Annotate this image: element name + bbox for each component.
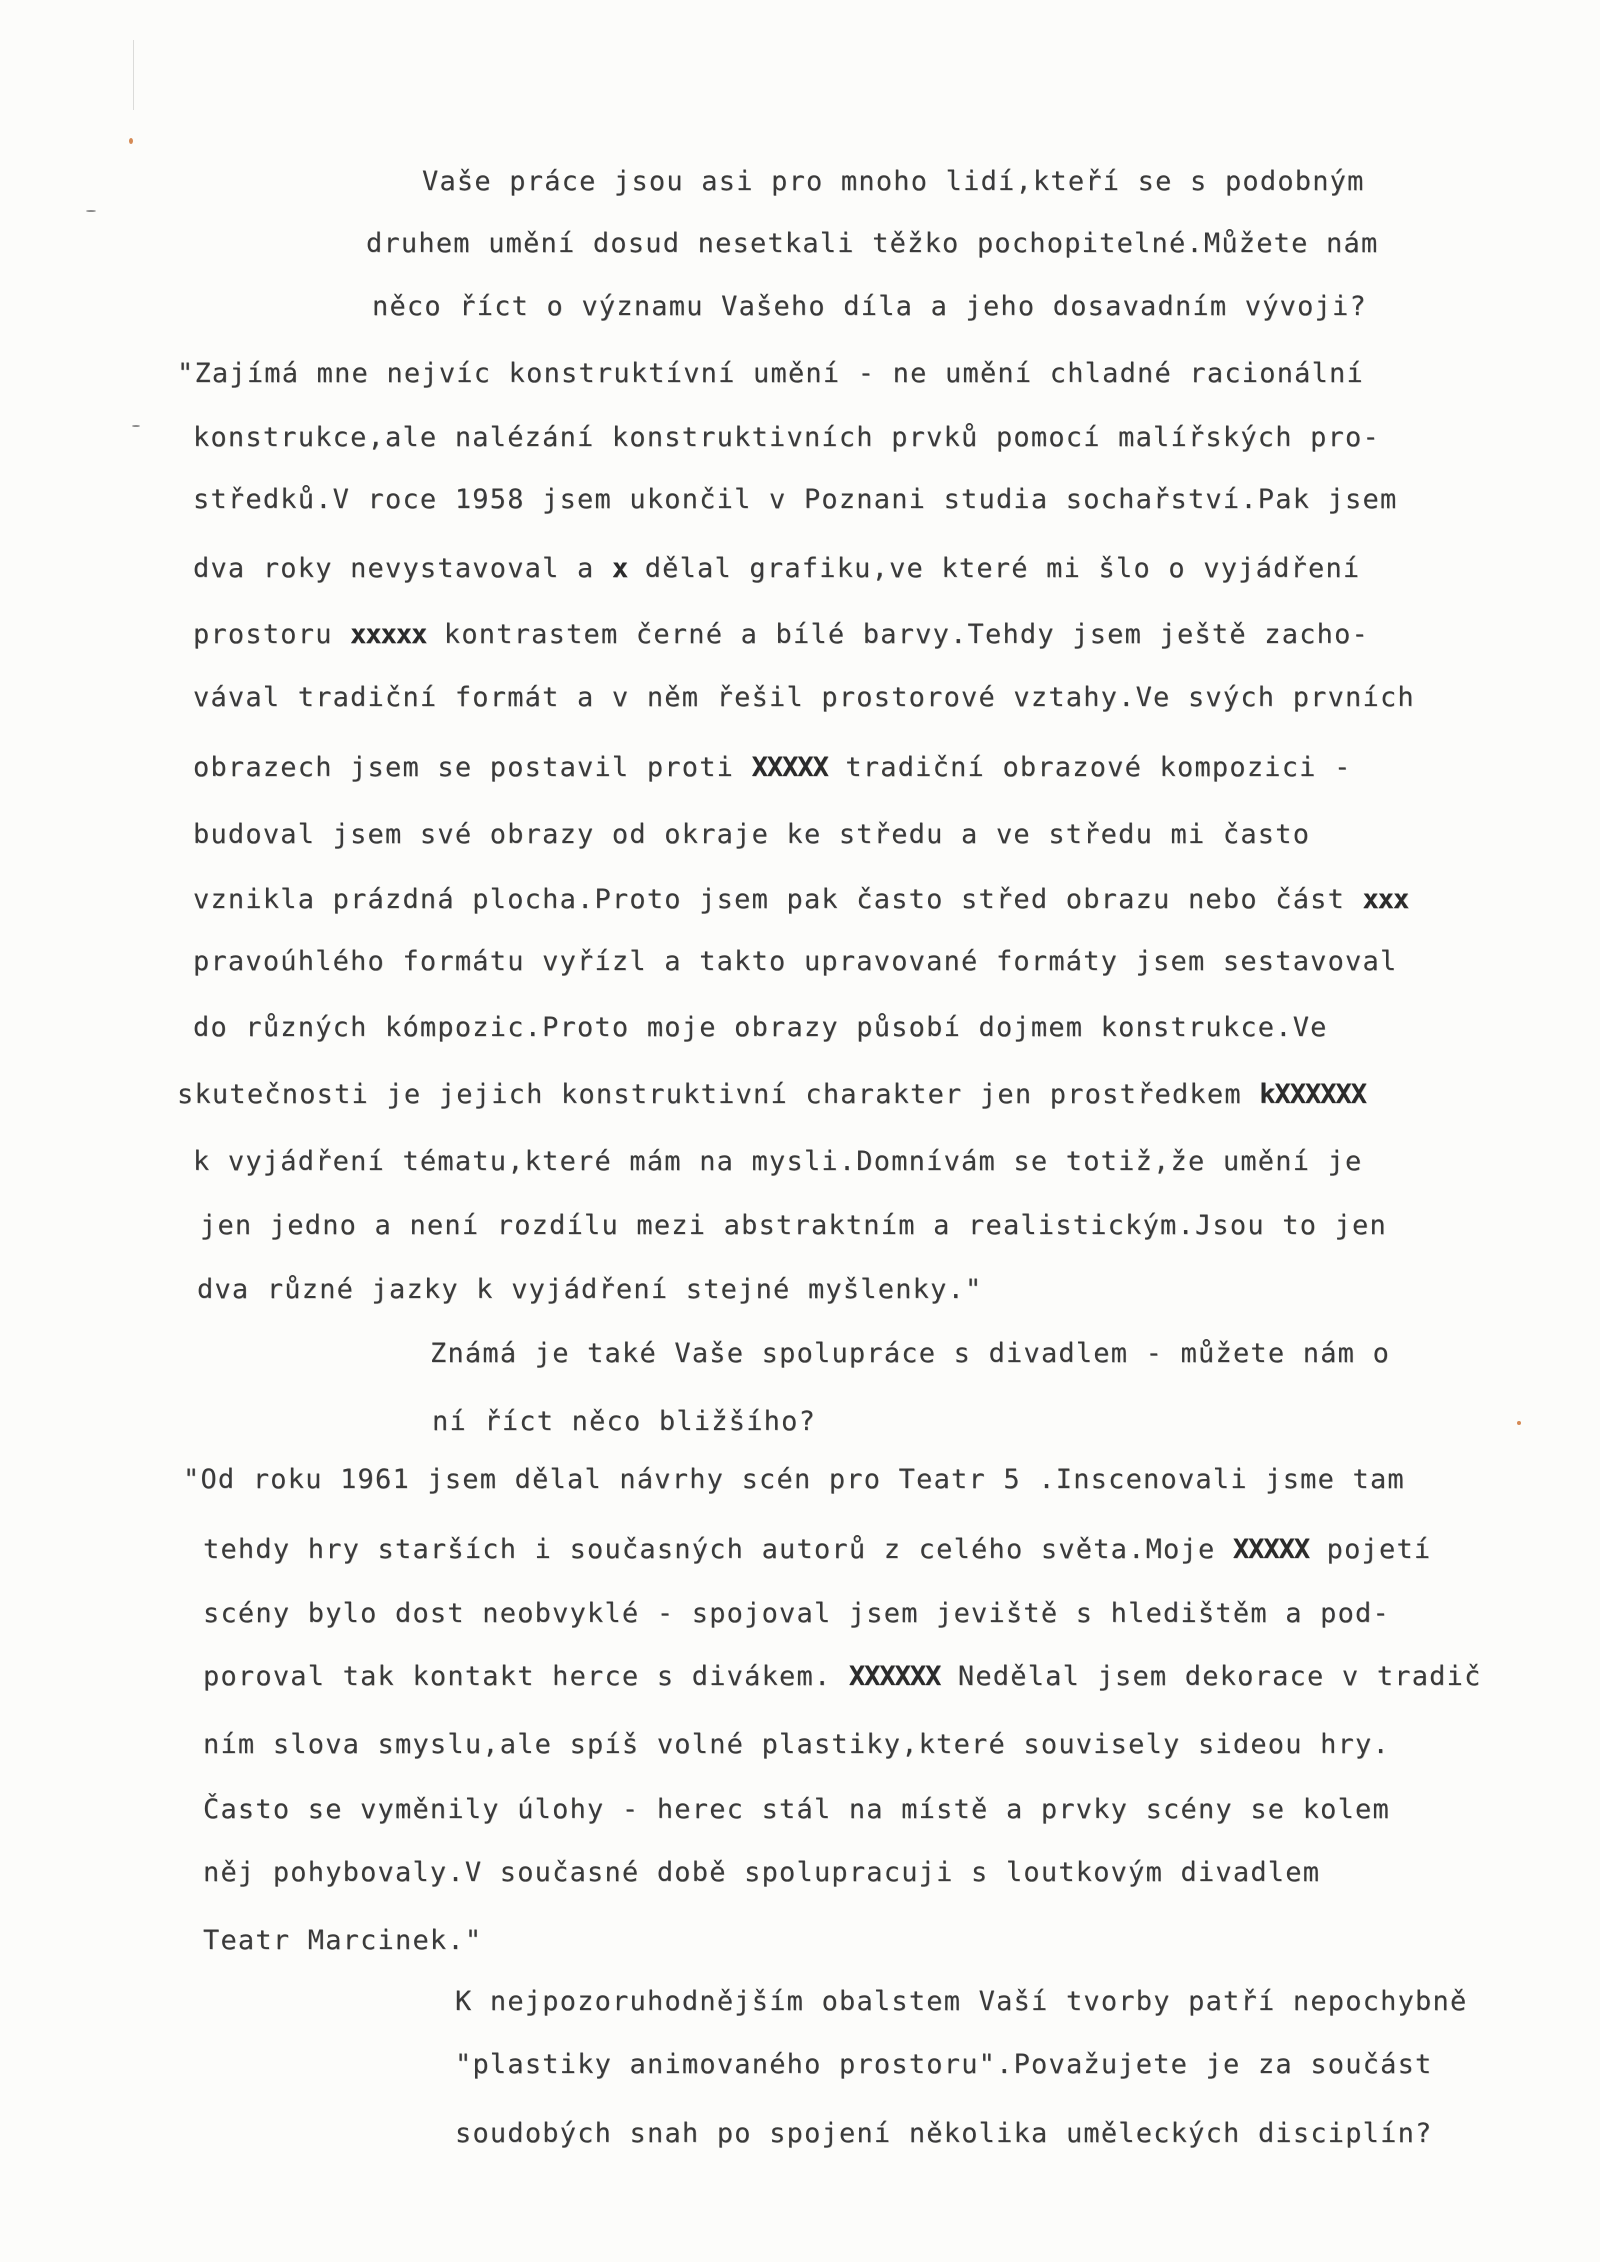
text-line: konstrukce,ale nalézání konstruktivních prvků pomocí malířských pro- [193, 422, 1380, 453]
text-segment: obrazech jsem se postavil proti [193, 752, 735, 783]
text-line: "Zajímá mne nejvíc konstruktívní umění - ne umění chladné racionální [177, 358, 1364, 389]
text-line: Známá je také Vaše spolupráce s divadlem - můžete nám o [430, 1338, 1391, 1369]
text-line [177, 1075, 1366, 1115]
text-segment: kontrastem černé a bílé barvy.Tehdy jsem ještě zacho- [443, 619, 1370, 650]
text-line [203, 1530, 1431, 1570]
paper-speck [132, 425, 140, 427]
text-segment: tradiční obrazové kompozici - [845, 752, 1352, 783]
text-line: ním slova smyslu,ale spíš volné plastiky,které souvisely sideou hry. [203, 1729, 1390, 1760]
text-line: K nejpozoruhodnějším obalstem Vaší tvorby patří nepochybně [455, 1986, 1468, 2017]
text-line: Teatr Marcinek." [203, 1925, 483, 1956]
text-line [193, 549, 1360, 589]
paper-speck [129, 138, 133, 144]
text-segment: vznikla prázdná plocha.Proto jsem pak často střed obrazu nebo část [193, 884, 1346, 915]
text-line [203, 1657, 1482, 1697]
text-segment: dva roky nevystavoval a [193, 553, 595, 584]
text-line: něco říct o významu Vašeho díla a jeho dosavadním vývoji? [372, 291, 1367, 322]
text-line: Často se vyměnily úlohy - herec stál na místě a prvky scény se kolem [203, 1794, 1390, 1825]
text-line: středků.V roce 1958 jsem ukončil v Poznani studia sochařství.Pak jsem [193, 484, 1398, 515]
overstrike: x [611, 553, 628, 584]
text-segment: skutečnosti je jejich konstruktivní charakter jen prostředkem [177, 1079, 1242, 1110]
text-line: "plastiky animovaného prostoru".Považujete je za součást [455, 2049, 1433, 2080]
text-line [193, 748, 1352, 788]
text-line: Vaše práce jsou asi pro mnoho lidí,kteří se s podobným [422, 166, 1365, 197]
text-line [193, 880, 1408, 920]
text-segment: poroval tak kontakt herce s divákem. [203, 1661, 832, 1692]
text-line: druhem umění dosud nesetkali těžko pochopitelné.Můžete nám [366, 228, 1379, 259]
text-line: ní říct něco bližšího? [432, 1406, 817, 1437]
overstrike: XXXXXX [848, 1661, 941, 1692]
text-segment: tehdy hry starších i současných autorů z celého světa.Moje [203, 1534, 1216, 1565]
text-line: dva různé jazky k vyjádření stejné myšlenky." [197, 1274, 983, 1305]
paper-speck [86, 210, 96, 212]
text-line: budoval jsem své obrazy od okraje ke středu a ve středu mi často [193, 819, 1311, 850]
overstrike: xxxxx [350, 619, 427, 650]
overstrike: XXXXX [751, 752, 828, 783]
overstrike: xxx [1362, 884, 1409, 915]
text-segment: dělal grafiku,ve které mi šlo o vyjádření [644, 553, 1361, 584]
text-line [193, 615, 1369, 655]
paper-speck [1517, 1421, 1521, 1425]
text-line: k vyjádření tématu,které mám na mysli.Domnívám se totiž,že umění je [193, 1146, 1363, 1177]
text-line: scény bylo dost neobvyklé - spojoval jsem jeviště s hledištěm a pod- [203, 1598, 1390, 1629]
text-line: soudobých snah po spojení několika uměleckých disciplín? [455, 2118, 1433, 2149]
text-line: do různých kómpozic.Proto moje obrazy působí dojmem konstrukce.Ve [193, 1012, 1328, 1043]
text-segment: prostoru [193, 619, 333, 650]
text-line: "Od roku 1961 jsem dělal návrhy scén pro Teatr 5 .Inscenovali jsme tam [183, 1464, 1405, 1495]
text-segment: pojetí [1326, 1534, 1432, 1565]
text-line: pravoúhlého formátu vyřízl a takto upravované formáty jsem sestavoval [193, 946, 1398, 977]
overstrike: XXXXX [1232, 1534, 1310, 1565]
paper-crease [133, 40, 134, 110]
text-line: něj pohybovaly.V současné době spolupracuji s loutkovým divadlem [203, 1857, 1321, 1888]
text-line: vával tradiční formát a v něm řešil prostorové vztahy.Ve svých prvních [193, 682, 1415, 713]
text-segment: Nedělal jsem dekorace v tradič [957, 1661, 1482, 1692]
text-line: jen jedno a není rozdílu mezi abstraktním a realistickým.Jsou to jen [200, 1210, 1387, 1241]
overstrike: kXXXXXX [1259, 1079, 1367, 1110]
